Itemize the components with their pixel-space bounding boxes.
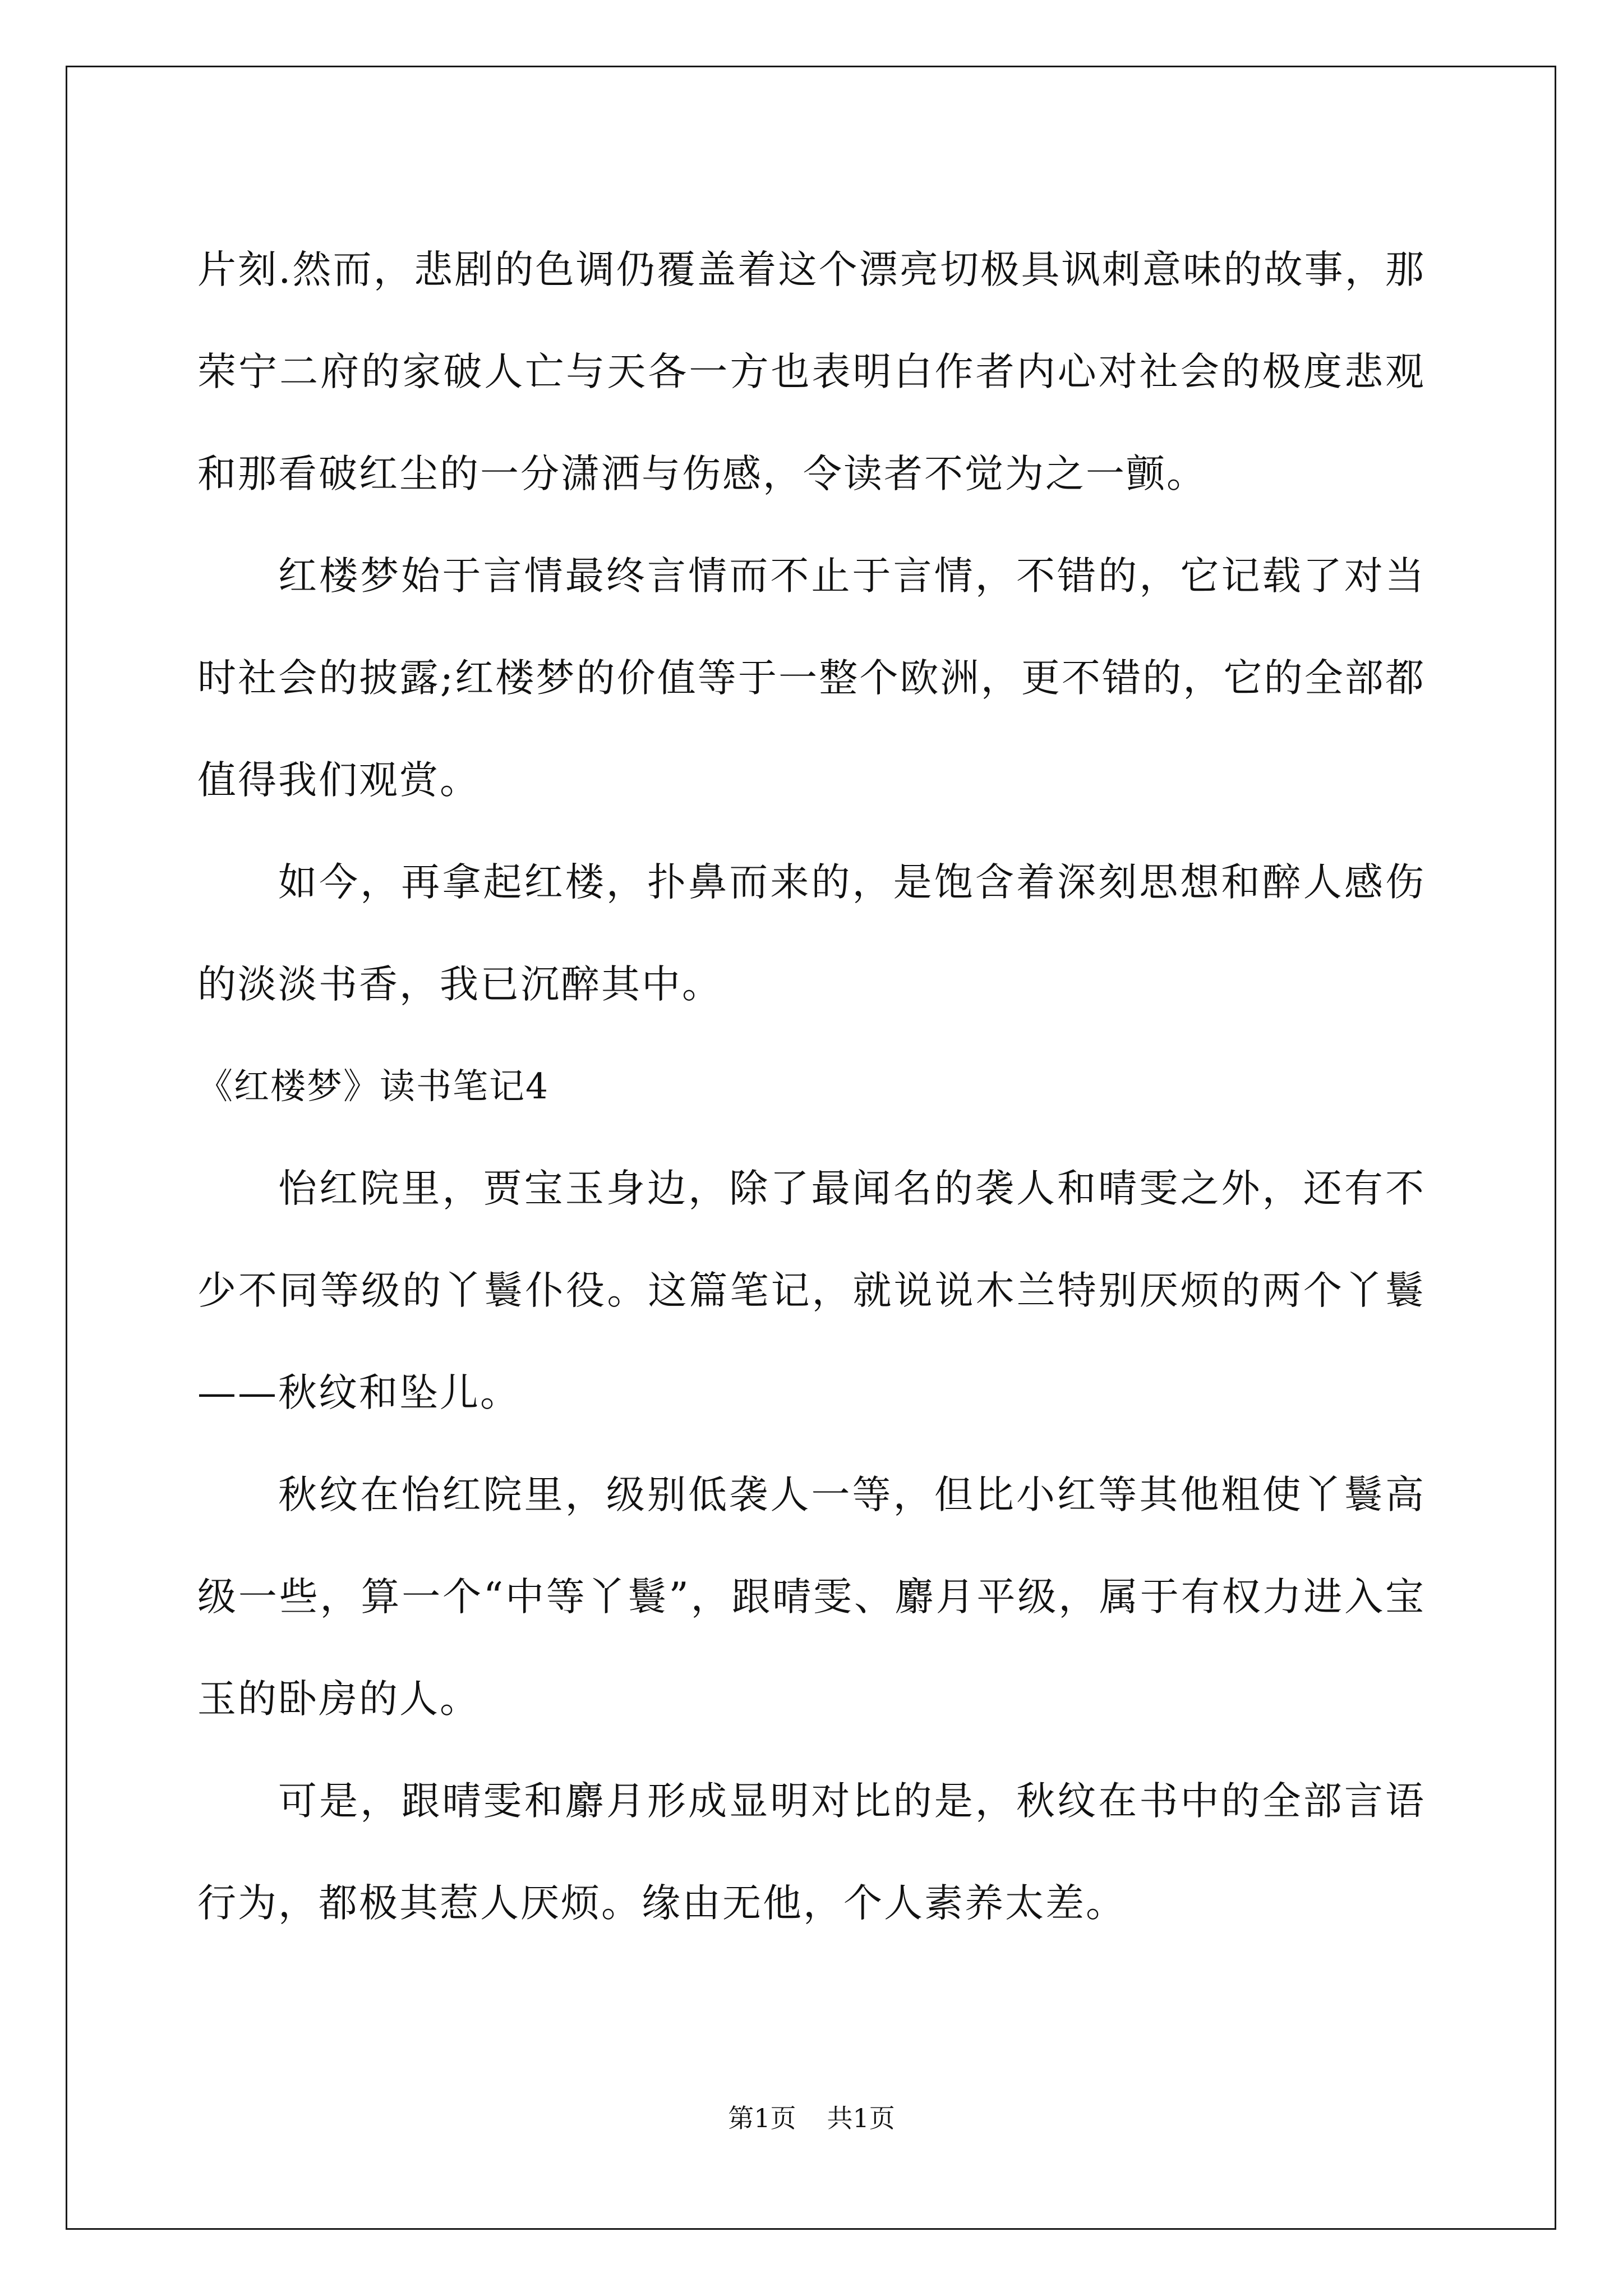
page-footer [0, 2101, 1623, 2135]
section-heading: 《红楼梦》读书笔记4 [197, 1066, 550, 1107]
paragraph-1: 片刻.然而，悲剧的色调仍覆盖着这个漂亮切极具讽刺意味的故事，那荣宁二府的家破人亡与天各一方也表明白作者内心对社会的极度悲观和那看破红尘的一分潇洒与伤感，令读者不觉为之一颤。 [197, 247, 1426, 496]
paragraph-6: 可是，跟晴雯和麝月形成显明对比的是，秋纹在书中的全部言语行为，都极其惹人厌烦。缘由无他，个人素养太差。 [197, 1779, 1426, 1926]
document-body [197, 219, 1426, 1954]
paragraph-4: 怡红院里，贾宝玉身边，除了最闻名的袭人和晴雯之外，还有不少不同等级的丫鬟仆役。这篇笔记，就说说木兰特别厌烦的两个丫鬟——秋纹和坠儿。 [197, 1166, 1426, 1415]
paragraph-5: 秋纹在怡红院里，级别低袭人一等，但比小红等其他粗使丫鬟高级一些，算一个“中等丫鬟”，跟晴雯、麝月平级，属于有权力进入宝玉的卧房的人。 [197, 1473, 1426, 1722]
page-number-label: 第1页 [728, 2103, 796, 2133]
page-total-label: 共1页 [827, 2103, 895, 2133]
paragraph-3: 如今，再拿起红楼，扑鼻而来的，是饱含着深刻思想和醉人感伤的淡淡书香，我已沉醉其中。 [197, 860, 1426, 1007]
paragraph-2: 红楼梦始于言情最终言情而不止于言情，不错的，它记载了对当时社会的披露;红楼梦的价值等于一整个欧洲，更不错的，它的全部都值得我们观赏。 [197, 554, 1426, 803]
